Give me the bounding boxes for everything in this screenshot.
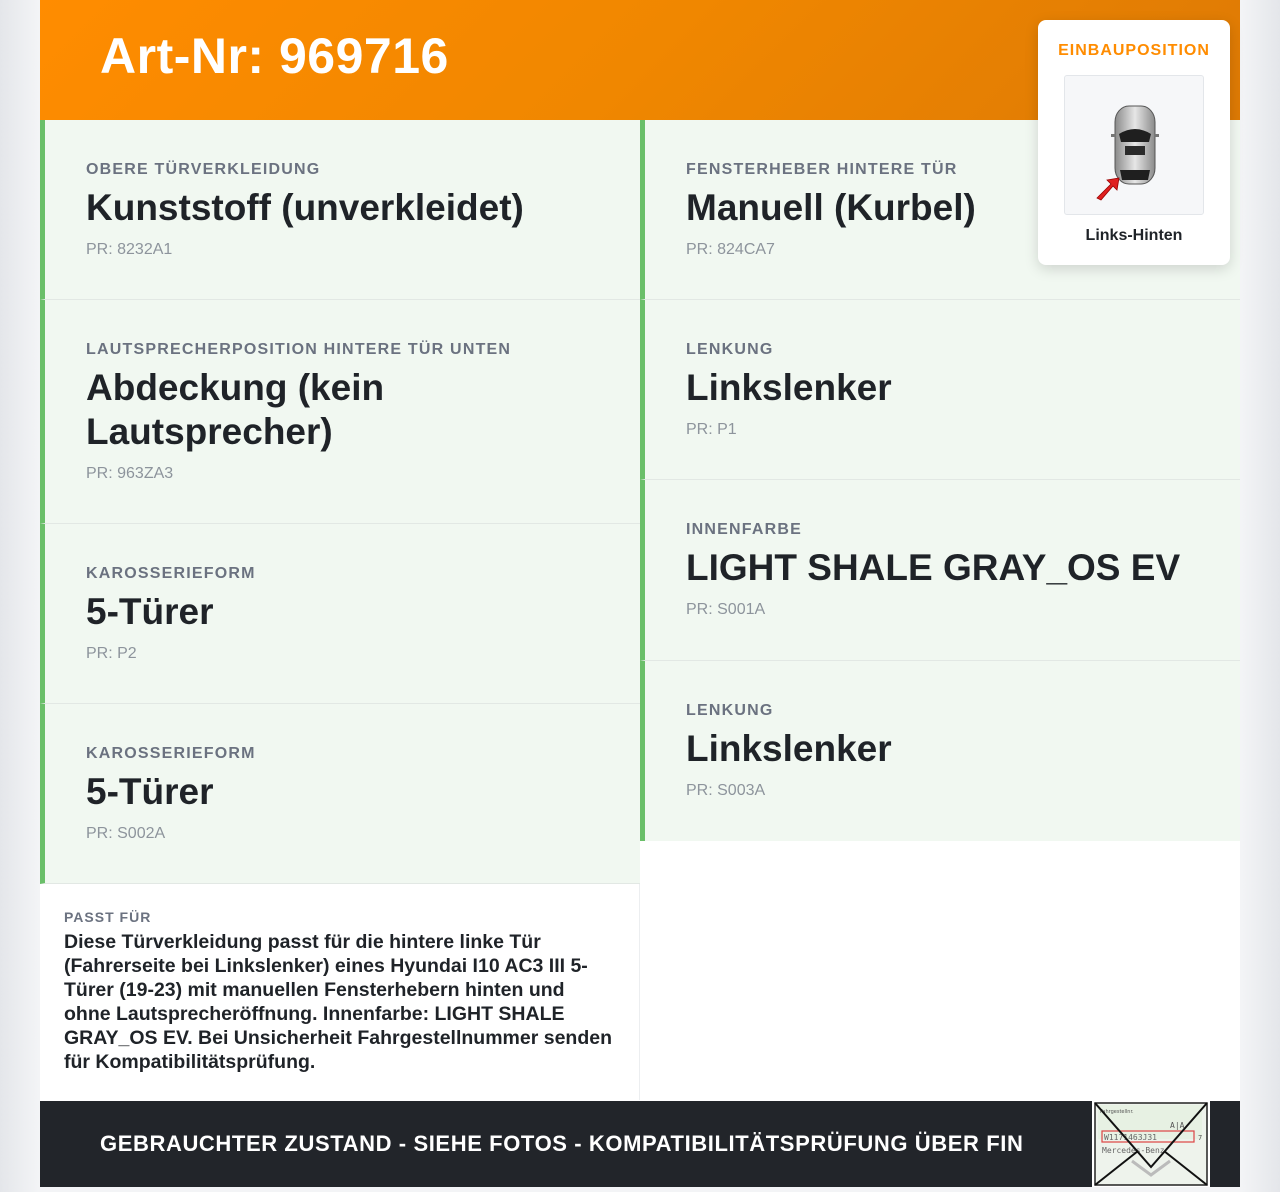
- spec-label: FENSTERHEBER HINTERE TÜR: [686, 161, 958, 178]
- footer-banner: [40, 1101, 1240, 1187]
- spec-cell: [40, 524, 640, 704]
- spec-pr-code: PR: 824CA7: [686, 241, 775, 258]
- spec-pr-code: PR: P1: [686, 421, 737, 438]
- footer-text: GEBRAUCHTER ZUSTAND - SIEHE FOTOS - KOMPATIBILITÄTSPRÜFUNG ÜBER FIN: [100, 1131, 1024, 1156]
- fits-for-section: [40, 884, 640, 1100]
- installation-position-card: [1038, 20, 1230, 265]
- position-card-title: EINBAUPOSITION: [1058, 42, 1210, 59]
- spec-pr-code: PR: S001A: [686, 601, 766, 618]
- spec-label: LENKUNG: [686, 341, 774, 358]
- spec-label: KAROSSERIEFORM: [86, 745, 256, 762]
- spec-value: Linkslenker: [686, 728, 892, 769]
- car-top-view-icon: [1065, 76, 1203, 214]
- position-image: [1064, 75, 1204, 215]
- vin-envelope-icon: [1092, 1101, 1210, 1187]
- spec-cell: [640, 300, 1240, 480]
- position-caption: Links-Hinten: [1085, 227, 1183, 244]
- spec-label: LAUTSPRECHERPOSITION HINTERE TÜR UNTEN: [86, 341, 512, 358]
- spec-label: INNENFARBE: [686, 521, 803, 538]
- spec-label: LENKUNG: [686, 702, 774, 719]
- svg-text:A|A: A|A: [1170, 1121, 1185, 1130]
- svg-text:W1171463J31: W1171463J31: [1104, 1133, 1157, 1142]
- svg-text:Mercedes-Benz: Mercedes-Benz: [1102, 1146, 1165, 1155]
- spec-pr-code: PR: S003A: [686, 782, 766, 799]
- spec-value: 5-Türer: [86, 771, 214, 812]
- spec-pr-code: PR: P2: [86, 645, 137, 662]
- spec-column-left: [40, 120, 640, 884]
- spec-value: Manuell (Kurbel): [686, 187, 976, 228]
- spec-value: LIGHT SHALE GRAY_OS EV: [686, 547, 1181, 588]
- spec-cell: [640, 661, 1240, 841]
- spec-label: OBERE TÜRVERKLEIDUNG: [86, 161, 321, 178]
- spec-pr-code: PR: 963ZA3: [86, 465, 174, 482]
- page-container: [40, 0, 1240, 1187]
- spec-cell: [40, 120, 640, 300]
- spec-pr-code: PR: 8232A1: [86, 241, 173, 258]
- fits-for-description: Diese Türverkleidung passt für die hintere linke Tür (Fahrerseite bei Linkslenker) eines Hyundai I10 AC3 III 5-Türer (19-23) mit manuellen Fensterhebern hinten und ohne Lautsprecheröffnung. Innenfarbe: LIGHT SHALE GRAY_OS EV. Bei Unsicherheit Fahrgestellnummer senden für Kompatibilitätsprüfung.: [64, 931, 612, 1073]
- spec-value: Linkslenker: [686, 367, 892, 408]
- red-arrow-icon: [1097, 178, 1119, 200]
- spec-cell: [640, 480, 1240, 661]
- spec-pr-code: PR: S002A: [86, 825, 166, 842]
- spec-label: KAROSSERIEFORM: [86, 565, 256, 582]
- spec-value: 5-Türer: [86, 591, 214, 632]
- spec-cell: [40, 704, 640, 884]
- svg-text:Fahrgestellnr.: Fahrgestellnr.: [1100, 1109, 1134, 1115]
- spec-cell: [40, 300, 640, 524]
- article-number-title: Art-Nr: 969716: [100, 28, 449, 84]
- spec-value: Kunststoff (unverkleidet): [86, 187, 524, 228]
- fits-for-label: PASST FÜR: [64, 909, 152, 925]
- svg-text:7: 7: [1198, 1134, 1203, 1142]
- spec-value: Abdeckung (kein Lautsprecher): [86, 367, 385, 452]
